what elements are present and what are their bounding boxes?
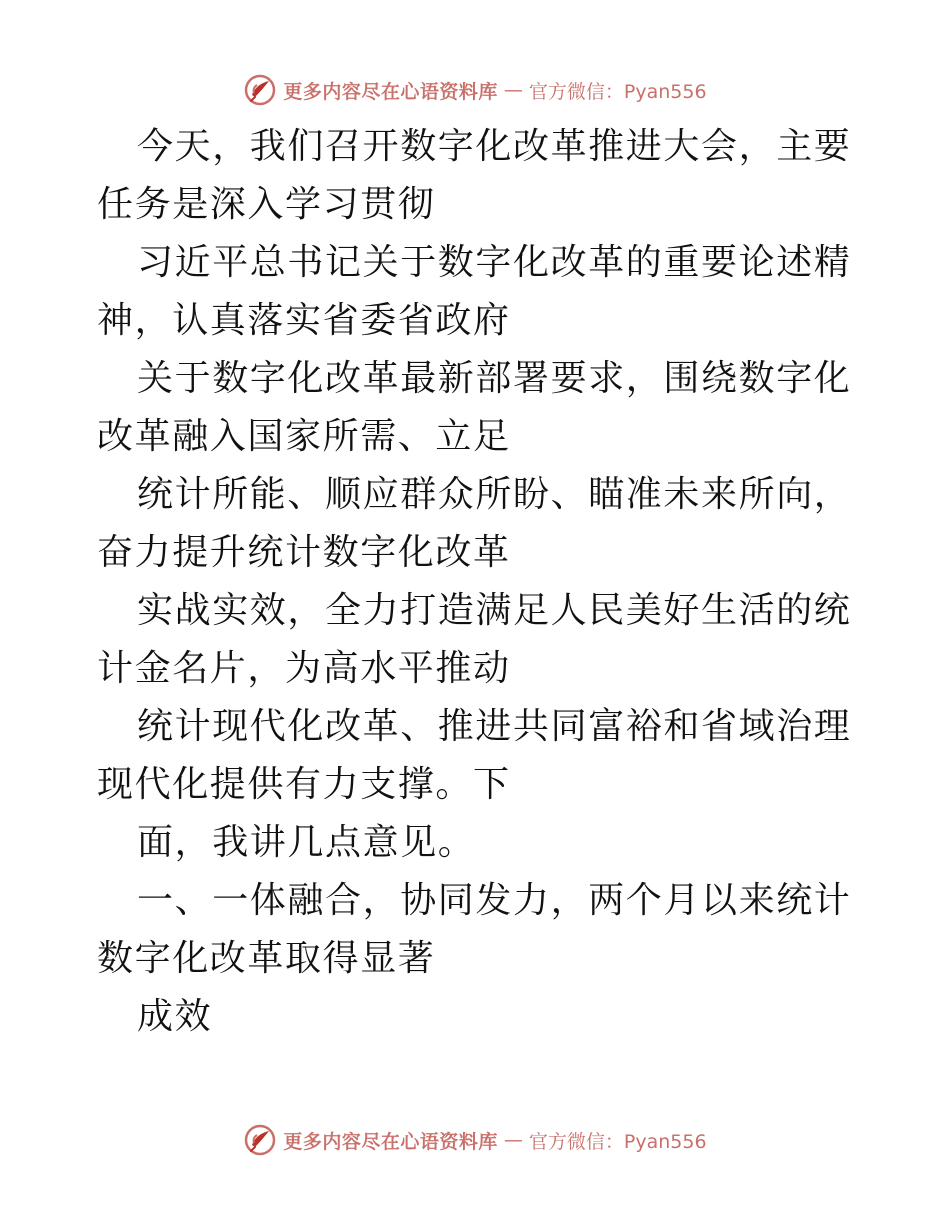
paragraph: 实战实效，全力打造满足人民美好生活的统计金名片，为高水平推动 (97, 590, 852, 689)
paragraph: 面，我讲几点意见。 (137, 822, 476, 863)
paragraph: 今天，我们召开数字化改革推进大会，主要任务是深入学习贯彻 (97, 126, 852, 225)
banner-dash: — (503, 79, 523, 101)
header-banner (0, 70, 950, 110)
paragraph: 统计现代化改革、推进共同富裕和省域治理现代化提供有力支撑。下 (97, 706, 852, 805)
document-body (97, 118, 857, 1046)
paragraph: 习近平总书记关于数字化改革的重要论述精神，认真落实省委省政府 (97, 242, 852, 341)
banner-dash: — (503, 1129, 523, 1151)
banner-text: 更多内容尽在心语资料库 (283, 80, 498, 103)
hand-quill-logo-icon (243, 73, 277, 107)
paragraph: 成效 (137, 996, 213, 1037)
banner-wechat: 官方微信：Pyan556 (528, 80, 707, 103)
paragraph: 统计所能、顺应群众所盼、瞄准未来所向，奋力提升统计数字化改革 (97, 474, 852, 573)
footer-banner (0, 1120, 950, 1160)
paragraph: 一、一体融合，协同发力，两个月以来统计数字化改革取得显著 (97, 880, 852, 979)
banner-wechat: 官方微信：Pyan556 (528, 1130, 707, 1153)
banner-text: 更多内容尽在心语资料库 (283, 1130, 498, 1153)
hand-quill-logo-icon (243, 1123, 277, 1157)
paragraph: 关于数字化改革最新部署要求，围绕数字化改革融入国家所需、立足 (97, 358, 852, 457)
